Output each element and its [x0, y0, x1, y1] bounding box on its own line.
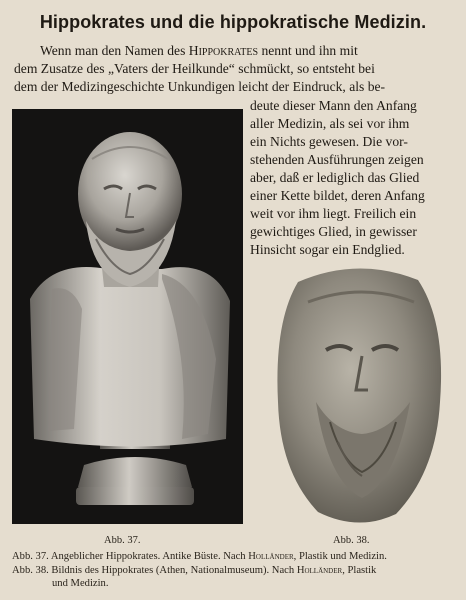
name-hippokrates: Hippokrates: [188, 43, 259, 58]
author-hollaender: Holländer: [248, 551, 294, 562]
figure-label-37: Abb. 37.: [104, 535, 141, 546]
intro-line-2: dem Zusatze des „Vaters der Heilkunde“ schmückt, so entsteht bei: [14, 61, 375, 76]
text-line: aller Medizin, als sei vor ihm: [250, 116, 410, 131]
figure-label-38: Abb. 38.: [333, 535, 370, 546]
paragraph-continued: [250, 97, 456, 259]
text-line: deute dieser Mann den Anfang: [250, 98, 417, 113]
text-line: ein Nichts gewesen. Die vor-: [250, 134, 408, 149]
text-line: Hinsicht sogar ein Endglied.: [250, 242, 405, 257]
text-line: gewichtiges Glied, in gewisser: [250, 224, 417, 239]
caption-37: Abb. 37. Angeblicher Hippokrates. Antike Büste. Nach Holländer, Plastik und Medizin.: [12, 551, 387, 562]
relief-illustration: [268, 262, 450, 532]
text-line: aber, daß er lediglich das Glied: [250, 170, 420, 185]
relief-photograph: [268, 262, 450, 532]
caption-38: Abb. 38. Bildnis des Hippokrates (Athen, Nationalmuseum). Nach Holländer, Plastik: [12, 564, 377, 576]
intro-line-1: Wenn man den Namen des Hippokrates nennt und ihn mit: [40, 43, 358, 58]
bust-photograph: [12, 109, 243, 524]
intro-paragraph: [14, 42, 454, 96]
figure-captions: [12, 550, 458, 591]
bust-illustration: [12, 109, 243, 524]
intro-line-3: dem der Medizingeschichte Unkundigen leicht der Eindruck, als be-: [14, 79, 386, 94]
caption-38-continued: und Medizin.: [52, 578, 109, 589]
page-title: Hippokrates und die hippokratische Medizin.: [39, 12, 427, 32]
text-line: stehenden Ausführungen zeigen: [250, 152, 424, 167]
text-line: weit vor ihm liegt. Freilich ein: [250, 206, 417, 221]
text-line: einer Kette bildet, deren Anfang: [250, 188, 425, 203]
author-hollaender: Holländer: [296, 564, 343, 576]
